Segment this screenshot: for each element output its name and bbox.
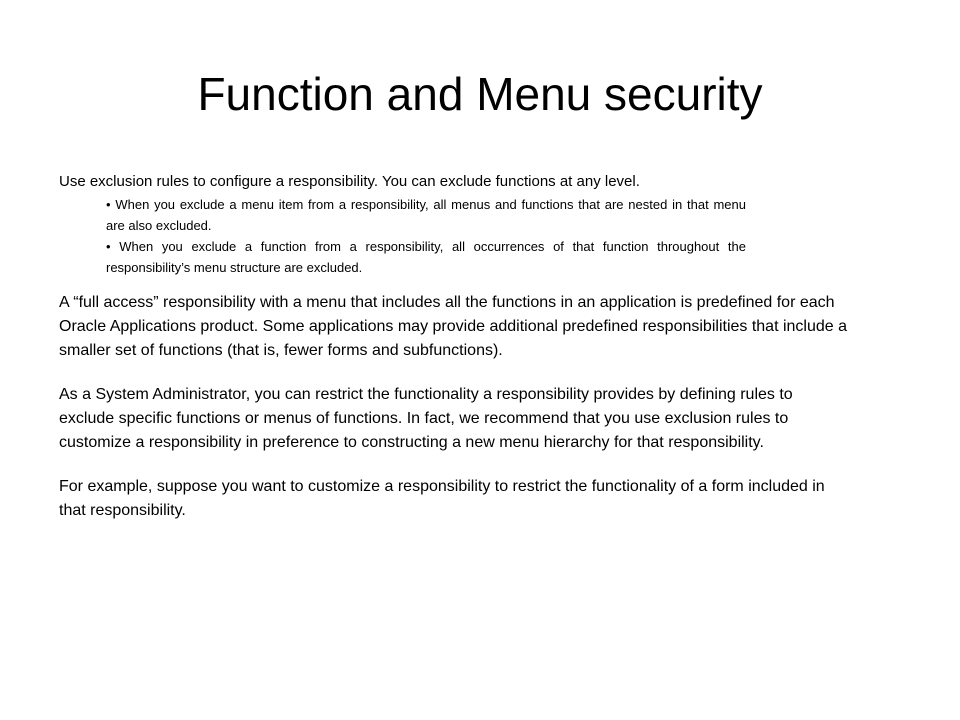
slide-title: Function and Menu security [197,68,763,120]
bullet-mark: • [106,197,111,212]
sysadmin-paragraph: As a System Administrator, you can restrict the functionality a responsibility provides by defining rules to exclude specific functions or menus of functions. In fact, we recommend that you use exclusion rules to customize a responsibility in preference to constructing a new menu hierarchy for that responsibility. [59,386,793,451]
bullet-item [106,236,746,278]
example-paragraph: For example, suppose you want to customize a responsibility to restrict the functionality of a form included in that responsibility. [59,478,825,519]
bullet-text: When you exclude a menu item from a responsibility, all menus and functions that are nested in that menu are also excluded. [106,197,746,233]
bullet-item [106,194,746,236]
intro-paragraph: Use exclusion rules to configure a responsibility. You can exclude functions at any level. [59,173,640,190]
paragraph-spacer [59,455,849,475]
slide-body [59,170,849,523]
bullet-mark: • [106,239,111,254]
bullet-list [59,194,849,278]
bullet-text: When you exclude a function from a responsibility, all occurrences of that function throughout the responsibility’s menu structure are excluded. [106,239,746,275]
full-access-paragraph: A “full access” responsibility with a menu that includes all the functions in an application is predefined for each Oracle Applications product. Some applications may provide additional predefined responsibilities that include a smaller set of functions (that is, fewer forms and subfunctions). [59,294,848,359]
paragraph-spacer [59,363,849,383]
